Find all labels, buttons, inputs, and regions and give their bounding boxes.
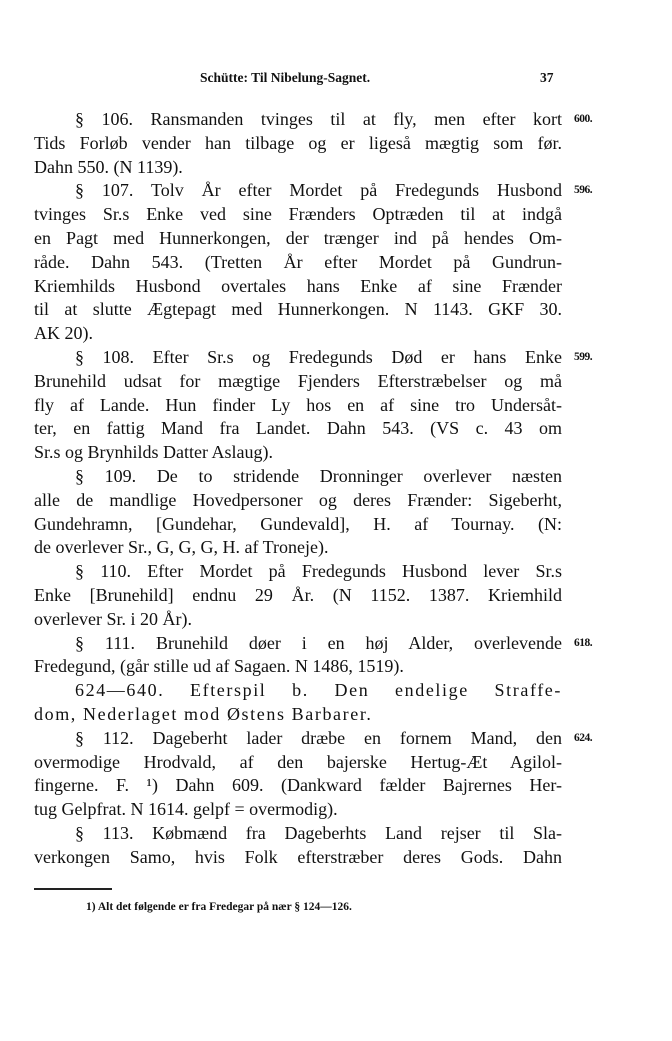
text-line: AK 20). — [34, 323, 93, 344]
text-line: Fredegund, (går stille ud af Sagaen. N 1486, 1519). — [34, 656, 404, 677]
paragraph — [34, 108, 593, 179]
footnote-marker: 1) — [86, 901, 96, 913]
running-title: Schütte: Til Nibelung-Sagnet. — [200, 70, 371, 85]
paragraph — [34, 679, 562, 727]
text-line: overlever Sr. i 20 År). — [34, 608, 192, 629]
text-line: fly af Lande. Hun finder Ly hos en af sine tro Undersåt- — [34, 394, 562, 415]
text-line: Gundehramn, [Gundehar, Gundevald], H. af Tournay. (N: — [34, 513, 562, 534]
text-line: § 106. Ransmanden tvinges til at fly, men efter kort 600. — [34, 108, 562, 132]
margin-year: 600. — [574, 113, 593, 125]
text-line: § 107. Tolv År efter Mordet på Fredegunds Husbond 596. — [34, 179, 562, 203]
paragraph — [34, 179, 593, 346]
margin-year: 624. — [574, 731, 593, 744]
text-line: § 111. Brunehild døer i en høj Alder, overlevende 618. — [34, 632, 562, 656]
footnote — [86, 901, 352, 913]
margin-year: 596. — [574, 184, 593, 197]
text-line: Dahn 550. (N 1139). — [34, 156, 183, 177]
text-line: 624—640. Efterspil b. Den endelige Straffe- — [75, 680, 562, 701]
text-line: § 112. Dageberht lader dræbe en fornem Mand, den 624. — [34, 727, 562, 751]
text-line: til at slutte Ægtepagt med Hunnerkongen. N 1143. GKF 30. — [34, 299, 562, 320]
paragraph — [34, 465, 562, 560]
text-line: verkongen Samo, hvis Folk efterstræber deres Gods. Dahn — [34, 846, 562, 867]
text-line: Enke [Brunehild] endnu 29 År. (N 1152. 1387. Kriemhild — [34, 584, 562, 605]
text-line: alle de mandlige Hovedpersoner og deres Frænder: Sigeberht, — [34, 489, 562, 510]
text-line: Sr.s og Brynhilds Datter Aslaug). — [34, 442, 273, 463]
text-line: Tids Forløb vender han tilbage og er ligeså mægtig som før. — [34, 132, 562, 153]
text-line: råde. Dahn 543. (Tretten År efter Mordet på Gundrun- — [34, 251, 562, 272]
text-line: tvinges Sr.s Enke ved sine Frænders Optræden til at indgå — [34, 204, 562, 225]
text-line: fingerne. F. ¹) Dahn 609. (Dankward fælder Bajrernes Her- — [34, 775, 562, 796]
text-line: en Pagt med Hunnerkongen, der trænger ind på hendes Om- — [34, 227, 562, 248]
paragraph — [34, 822, 562, 870]
text-line: dom, Nederlaget mod Østens Barbarer. — [34, 703, 373, 724]
margin-year: 599. — [574, 350, 593, 363]
paragraph — [34, 727, 593, 822]
text-line: § 113. Købmænd fra Dageberhts Land rejser til Sla- — [75, 822, 562, 843]
paragraph — [34, 632, 593, 680]
paragraph — [34, 346, 593, 465]
text-line: § 108. Efter Sr.s og Fredegunds Død er hans Enke 599. — [34, 346, 562, 370]
footnote-rule — [34, 888, 112, 890]
text-line: de overlever Sr., G, G, G, H. af Troneje). — [34, 537, 329, 558]
text-line: overmodige Hrodvald, af den bajerske Hertug-Æt Agilol- — [34, 751, 562, 772]
running-header — [0, 70, 672, 90]
text-line: Kriemhilds Husbond overtales hans Enke af sine Frænder — [34, 275, 562, 296]
footnote-text: Alt det følgende er fra Fredegar på nær § 124—126. — [97, 901, 352, 913]
text-line: tug Gelpfrat. N 1614. gelpf = overmodig). — [34, 799, 338, 820]
text-line: § 110. Efter Mordet på Fredegunds Husbond lever Sr.s — [75, 561, 562, 582]
text-line: ter, en fattig Mand fra Landet. Dahn 543. (VS c. 43 om — [34, 418, 562, 439]
text-line: Brunehild udsat for mægtige Fjenders Efterstræbelser og må — [34, 370, 562, 391]
paragraph — [34, 560, 562, 631]
margin-year: 618. — [574, 636, 593, 649]
text-line: § 109. De to stridende Dronninger overlever næsten — [75, 465, 562, 486]
body-text — [34, 108, 593, 870]
page-number: 37 — [540, 70, 554, 85]
